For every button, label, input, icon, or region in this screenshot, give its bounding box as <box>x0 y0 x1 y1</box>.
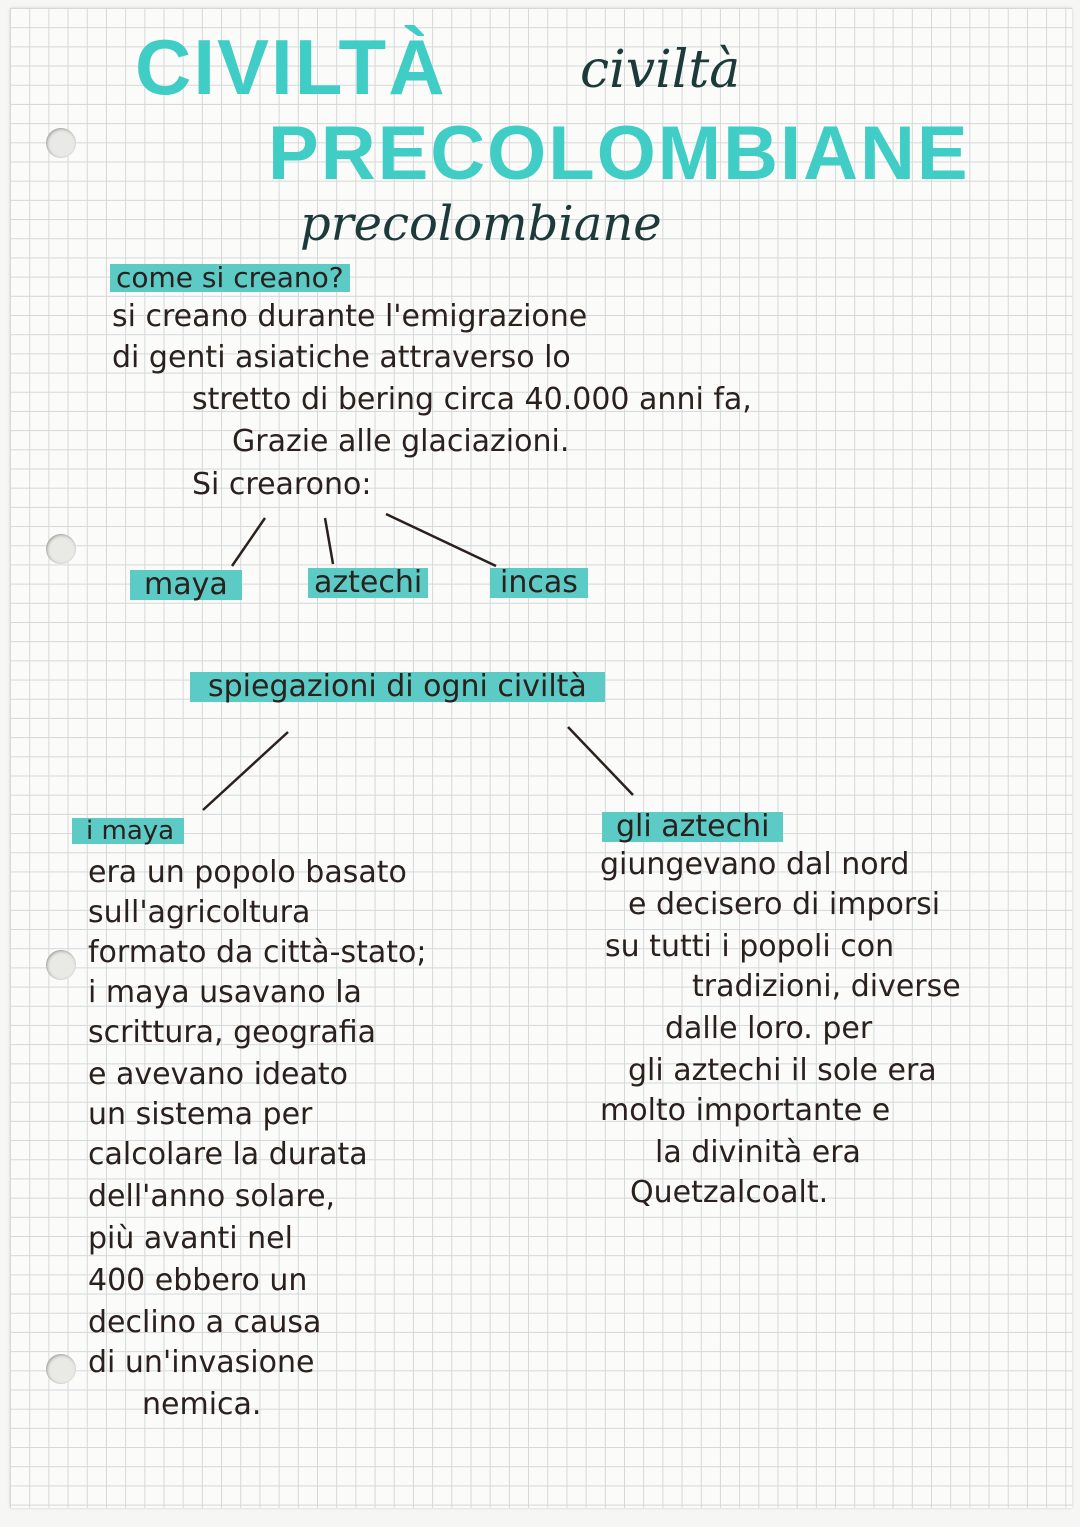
aztechi-line: dalle loro. per <box>665 1011 873 1046</box>
intro-question: come si creano? <box>110 264 350 292</box>
civ-aztechi: aztechi <box>308 568 428 598</box>
aztechi-line: tradizioni, diverse <box>692 969 961 1004</box>
title-line-1: CIVILTÀ <box>135 23 447 111</box>
explanations-heading: spiegazioni di ogni civiltà <box>190 672 605 702</box>
maya-line: nemica. <box>142 1387 262 1422</box>
aztechi-line: gli aztechi il sole era <box>628 1053 937 1088</box>
connector-line <box>386 514 496 566</box>
maya-line: i maya usavano la <box>88 975 362 1010</box>
maya-line: 400 ebbero un <box>88 1263 308 1298</box>
maya-line: scrittura, geografia <box>88 1015 377 1050</box>
maya-line: e avevano ideato <box>88 1057 348 1092</box>
aztechi-heading: gli aztechi <box>602 812 783 842</box>
maya-line: era un popolo basato <box>88 855 407 890</box>
aztechi-line: Quetzalcoalt. <box>630 1175 829 1210</box>
intro-line: Si crearono: <box>192 467 372 502</box>
intro-line: si creano durante l'emigrazione <box>112 299 588 334</box>
maya-line: un sistema per <box>88 1097 313 1132</box>
civ-maya: maya <box>130 570 242 600</box>
title-script-2: precolombiane <box>300 196 662 252</box>
maya-heading: i maya <box>72 818 184 844</box>
maya-line: dell'anno solare, <box>88 1179 336 1214</box>
civ-incas: incas <box>490 568 588 598</box>
maya-line: sull'agricoltura <box>88 895 311 930</box>
intro-line: stretto di bering circa 40.000 anni fa, <box>192 382 752 417</box>
aztechi-line: molto importante e <box>600 1093 891 1128</box>
maya-line: più avanti nel <box>88 1221 293 1256</box>
title-script-1: civiltà <box>580 40 741 100</box>
connector-line <box>203 732 288 810</box>
connector-line <box>325 518 333 564</box>
maya-line: formato da città-stato; <box>88 935 427 970</box>
aztechi-line: e decisero di imporsi <box>628 887 941 922</box>
aztechi-line: giungevano dal nord <box>600 847 910 882</box>
intro-line: di genti asiatiche attraverso lo <box>112 340 571 375</box>
connector-line <box>232 518 265 566</box>
aztechi-line: su tutti i popoli con <box>605 929 895 964</box>
connector-line <box>568 727 633 795</box>
maya-line: calcolare la durata <box>88 1137 368 1172</box>
title-line-2: PRECOLOMBIANE <box>268 111 970 196</box>
maya-line: di un'invasione <box>88 1345 315 1380</box>
maya-line: declino a causa <box>88 1305 322 1340</box>
intro-line: Grazie alle glaciazioni. <box>232 424 570 459</box>
aztechi-line: la divinità era <box>655 1135 861 1170</box>
